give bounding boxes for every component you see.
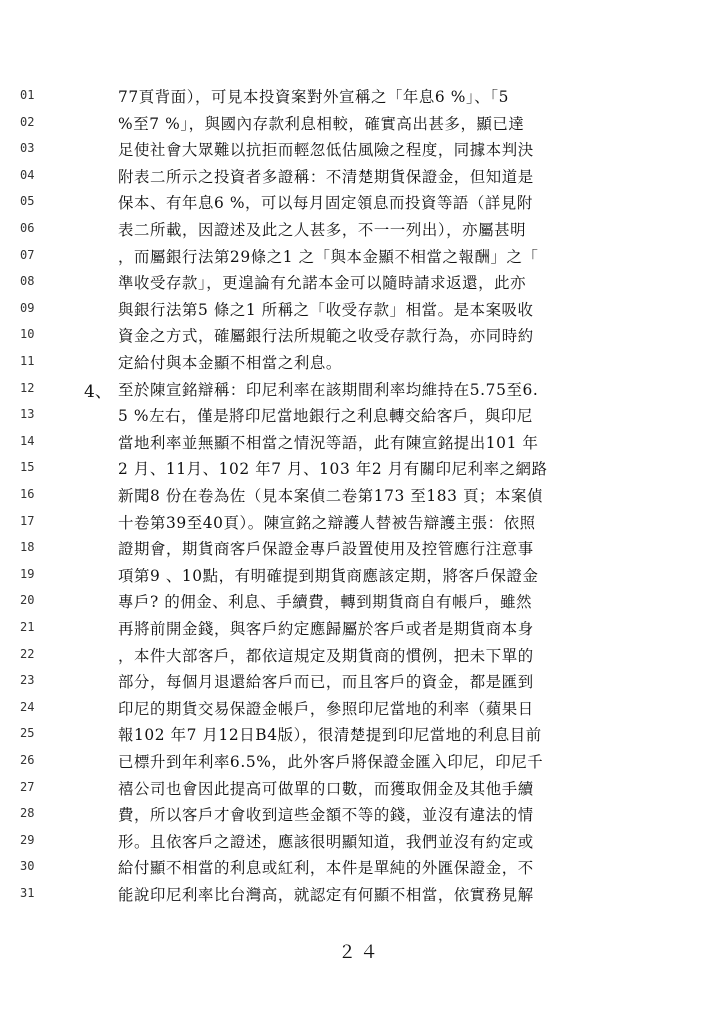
line-text: 已標升到年利率6.5%，此外客戶將保證金匯入印尼，印尼千 [118,753,544,771]
line-number: 01 [20,88,35,102]
text-line [0,270,720,296]
text-line [0,483,720,509]
line-number: 29 [20,832,35,847]
line-text: 項第9 、10點，有明確提到期貨商應該定期，將客戶保證金 [118,566,539,585]
text-line [0,749,720,775]
line-number: 02 [20,114,35,129]
line-number: 15 [20,460,35,475]
text-line [0,377,720,403]
line-number: 05 [20,194,35,209]
line-text: 印尼的期貨交易保證金帳戶，參照印尼當地的利率（蘋果日 [118,699,534,718]
line-number: 20 [20,593,35,608]
line-text: 費，所以客戶才會收到這些金額不等的錢，並沒有違法的情 [118,806,534,825]
line-number: 08 [20,274,35,289]
text-line [0,696,720,722]
line-text: 給付顯不相當的利息或紅利，本件是單純的外匯保證金，不 [118,859,534,878]
line-number: 19 [20,566,35,581]
line-text: 5 %左右，僅是將印尼當地銀行之利息轉交給客戶，與印尼 [118,407,533,426]
text-line [0,111,720,137]
line-number: 16 [20,487,35,501]
line-text: 能說印尼利率比台灣高，就認定有何顯不相當，依實務見解 [118,886,534,904]
line-number: 31 [20,886,35,900]
line-text: 77頁背面），可見本投資案對外宣稱之「年息6 %」、「5 [118,88,509,106]
line-text: 保本、有年息6 %，可以每月固定領息而投資等語（詳見附 [118,194,533,213]
line-number: 27 [20,779,35,794]
text-line [0,829,720,855]
line-text: 再將前開金錢，與客戶約定應歸屬於客戶或者是期貨商本身 [118,620,534,638]
text-line [0,297,720,323]
line-number: 03 [20,141,35,156]
text-line [0,776,720,802]
line-number: 23 [20,673,35,688]
paragraph-marker: 4、 [84,381,112,402]
line-text: 當地利率並無顯不相當之情況等語，此有陳宣銘提出101 年 [118,433,539,452]
line-text: 定給付與本金顯不相當之利息。 [118,354,342,372]
text-line [0,722,720,748]
line-number: 18 [20,540,35,555]
text-line [0,323,720,349]
line-text: 部分，每個月退還給客戶而已，而且客戶的資金，都是匯到 [118,673,534,692]
line-text: 準收受存款」，更遑論有允諾本金可以隨時請求返還，此亦 [118,274,527,293]
text-line [0,164,720,190]
line-number: 25 [20,726,35,741]
line-text: 專戶? 的佣金、利息、手續費，轉到期貨商自有帳戶，雖然 [118,593,533,612]
text-line [0,855,720,881]
text-line [0,350,720,376]
text-line [0,430,720,456]
line-text: 資金之方式，確屬銀行法所規範之收受存款行為，亦同時約 [118,327,534,346]
line-text: 禧公司也會因此提高可做單的口數，而獲取佣金及其他手續 [118,779,534,798]
line-number: 11 [20,354,35,368]
text-line [0,616,720,642]
text-line [0,563,720,589]
line-number: 26 [20,753,35,767]
line-number: 07 [20,247,35,262]
text-line [0,456,720,482]
line-text: 足使社會大眾難以抗拒而輕忽低估風險之程度，同據本判決 [118,141,534,160]
line-text: 形。且依客戶之證述，應該很明顯知道，我們並沒有約定或 [118,832,534,851]
text-line [0,244,720,270]
line-text: 與銀行法第5 條之1 所稱之「收受存款」相當。是本案吸收 [118,300,534,319]
line-number: 10 [20,327,35,342]
line-number: 24 [20,699,35,714]
line-text: ，而屬銀行法第29條之1 之「與本金顯不相當之報酬」之「 [118,247,539,266]
line-number: 14 [20,433,35,448]
line-number: 17 [20,513,35,528]
line-number: 28 [20,806,35,821]
line-number: 13 [20,407,35,422]
line-text: 2 月、11月、102 年7 月、103 年2 月有關印尼利率之網路 [118,460,548,479]
line-text: 附表二所示之投資者多證稱：不清楚期貨保證金，但知道是 [118,167,534,186]
line-number: 06 [20,221,35,235]
text-line [0,589,720,615]
line-text: 新聞8 份在卷為佐（見本案偵二卷第173 至183 頁；本案偵 [118,487,544,505]
text-line [0,84,720,110]
line-number: 21 [20,620,35,634]
line-number: 09 [20,300,35,315]
text-line [0,190,720,216]
line-text: 表二所載，因證述及此之人甚多，不一一列出），亦屬甚明 [118,221,527,239]
line-text: 至於陳宣銘辯稱：印尼利率在該期間利率均維持在5.75至6. [118,380,539,399]
text-line [0,217,720,243]
text-line [0,643,720,669]
line-number: 12 [20,380,35,395]
line-text: ，本件大部客戶，都依這規定及期貨商的慣例，把未下單的 [118,646,534,665]
line-text: %至7 %」，與國內存款利息相較，確實高出甚多，顯已達 [118,114,525,133]
page-number: ２４ [338,942,382,963]
line-number: 04 [20,167,35,182]
text-line [0,669,720,695]
line-text: 報102 年7 月12日B4版），很清楚提到印尼當地的利息目前 [118,726,542,745]
text-line [0,536,720,562]
line-text: 十卷第39至40頁）。陳宣銘之辯護人替被告辯護主張：依照 [118,513,536,532]
text-line [0,137,720,163]
line-number: 22 [20,646,35,661]
text-line [0,882,720,908]
line-text: 證期會，期貨商客戶保證金專戶設置使用及控管應行注意事 [118,540,534,559]
text-line [0,510,720,536]
text-line [0,802,720,828]
text-line [0,403,720,429]
line-number: 30 [20,859,35,874]
